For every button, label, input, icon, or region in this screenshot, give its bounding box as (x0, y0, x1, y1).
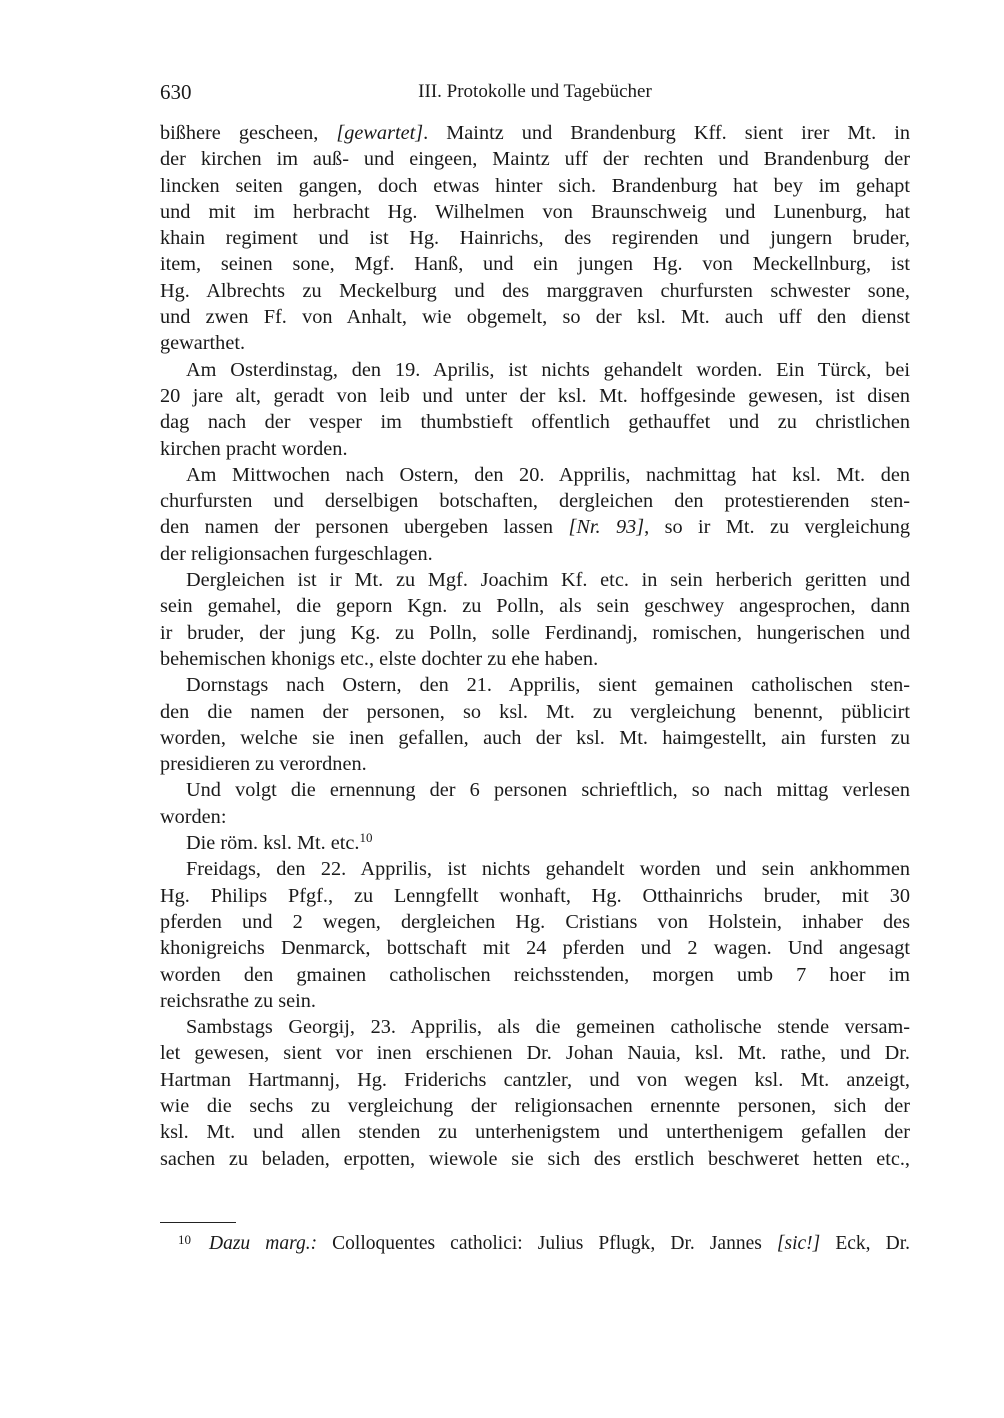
text-line: ir bruder, der jung Kg. zu Polln, solle Ferdinandj, romischen, hungerischen und (160, 621, 910, 644)
footnote-text-end: Eck, Dr. (820, 1233, 910, 1254)
text-line: churfursten und derselbigen botschaften, dergleichen den protestierenden sten- (160, 490, 910, 513)
text-line: der kirchen im auß- und eingeen, Maintz uff der rechten und Brandenburg der (160, 148, 910, 171)
text-line: Am Osterdinstag, den 19. Aprilis, ist nichts gehandelt worden. Ein Türck, bei (186, 358, 910, 381)
text-line: lincken seiten gangen, doch etwas hinter sich. Brandenburg hat bey im gehapt (160, 174, 910, 197)
footnote-rule (160, 1222, 236, 1223)
text-line: presidieren zu verordnen. (160, 753, 367, 776)
editorial-note: [gewartet] (336, 122, 424, 144)
paragraph (160, 567, 910, 672)
text-line (160, 514, 910, 540)
text-line: sachen zu beladen, erpotten, wiewole sie sich des erstlich beschweret hetten etc., (160, 1147, 910, 1170)
text-segment: Die röm. ksl. Mt. etc. (186, 832, 360, 855)
paragraph (160, 672, 910, 777)
text-line: 20 jare alt, geradt von leib und unter der ksl. Mt. hoffgesinde gewesen, ist disen (160, 384, 910, 407)
paragraph (160, 462, 910, 567)
text-line: kirchen pracht worden. (160, 437, 348, 460)
text-line: Dornstags nach Ostern, den 21. Apprilis, sient gemainen catholischen sten- (186, 674, 910, 697)
text-line: worden: (160, 805, 227, 828)
text-line: worden den gmainen catholischen reichsstenden, morgen umb 7 hoer im (160, 963, 910, 986)
footnote-text: Colloquentes catholici: Julius Pflugk, Dr. Jannes (317, 1233, 777, 1254)
text-line: khain regiment und ist Hg. Hainrichs, des regirenden und jungern bruder, (160, 227, 910, 250)
text-segment: bißhere gescheen, (160, 122, 337, 144)
text-line: reichsrathe zu sein. (160, 989, 316, 1012)
text-line: Am Mittwochen nach Ostern, den 20. Apprilis, nachmittag hat ksl. Mt. den (186, 463, 910, 486)
text-line (160, 830, 910, 856)
footnote-sic: [sic!] (776, 1233, 821, 1254)
text-line: pferden und 2 wegen, dergleichen Hg. Cristians von Holstein, inhaber des (160, 910, 910, 933)
text-line: Und volgt die ernennung der 6 personen schrieftlich, so nach mittag verlesen (186, 779, 910, 802)
text-line: dag nach der vesper im thumbstieft offentlich gethauffet und zu christlichen (160, 411, 910, 434)
text-line: der religionsachen furgeschlagen. (160, 542, 433, 565)
footnote-10 (160, 1227, 910, 1257)
footnote-number: 10 (178, 1232, 191, 1247)
text-line: worden, welche sie inen gefallen, auch der ksl. Mt. haimgestellt, ain fursten zu (160, 726, 910, 749)
text-line: gewarthet. (160, 332, 246, 355)
text-line: und mit im herbracht Hg. Wilhelmen von Braunschweig und Lunenburg, hat (160, 200, 910, 223)
text-line: den die namen der personen, so ksl. Mt. zu vergleichung benennt, püblicirt (160, 700, 910, 723)
text-line: khonigreichs Denmarck, bottschaft mit 24 pferden und 2 wagen. Und angesagt (160, 937, 910, 960)
paragraph (160, 357, 910, 462)
text-line: Sambstags Georgij, 23. Apprilis, als die gemeinen catholische stende versam- (186, 1016, 910, 1039)
text-line: item, seinen sone, Mgf. Hanß, und ein jungen Hg. von Meckellnburg, ist (160, 253, 910, 276)
editorial-note: [Nr. 93] (568, 516, 645, 539)
page-number: 630 (160, 80, 192, 104)
paragraph (160, 1014, 910, 1172)
paragraph (160, 830, 910, 856)
footnote-label: Dazu marg.: (209, 1233, 318, 1254)
paragraph (160, 120, 910, 357)
page-header (160, 80, 910, 108)
text-line: Hg. Philips Pfgf., zu Lenngfellt wonhaft, Hg. Otthainrichs bruder, mit 30 (160, 884, 910, 907)
text-line: sein gemahel, die geporn Kgn. zu Polln, als sein geschwey angesprochen, dann (160, 595, 910, 618)
text-line: ksl. Mt. und allen stenden zu unterhenigstem und unterthenigem gefallen der (160, 1121, 910, 1144)
text-line (160, 120, 910, 146)
text-line: Hartman Hartmannj, Hg. Friderichs cantzler, und von wegen ksl. Mt. anzeigt, (160, 1068, 910, 1091)
text-line: Dergleichen ist ir Mt. zu Mgf. Joachim Kf. etc. in sein herberich geritten und (186, 569, 910, 592)
running-title: III. Protokolle und Tagebücher (418, 81, 652, 102)
text-line: Freidags, den 22. Apprilis, ist nichts gehandelt worden und sein ankhommen (186, 858, 910, 881)
text-line: Hg. Albrechts zu Meckelburg und des marggraven churfursten schwester sone, (160, 279, 910, 302)
text-line: und zwen Ff. von Anhalt, wie obgemelt, so der ksl. Mt. auch uff den dienst (160, 306, 910, 329)
paragraph (160, 856, 910, 1014)
text-segment: . Maintz und Brandenburg Kff. sient irer Mt. in (423, 122, 910, 144)
footnote-reference: 10 (359, 830, 373, 846)
text-segment: den namen der personen ubergeben lassen (160, 516, 569, 539)
text-line: wie die sechs zu vergleichung der religionsachen ernennte personen, sich der (160, 1094, 910, 1117)
text-line: behemischen khonigs etc., elste dochter zu ehe haben. (160, 647, 599, 670)
text-line: let gewesen, sient vor inen erschienen Dr. Johan Nauia, ksl. Mt. rathe, und Dr. (160, 1042, 910, 1065)
text-segment: , so ir Mt. zu vergleichung (644, 516, 910, 539)
main-text (160, 120, 910, 1172)
paragraph (160, 777, 910, 830)
